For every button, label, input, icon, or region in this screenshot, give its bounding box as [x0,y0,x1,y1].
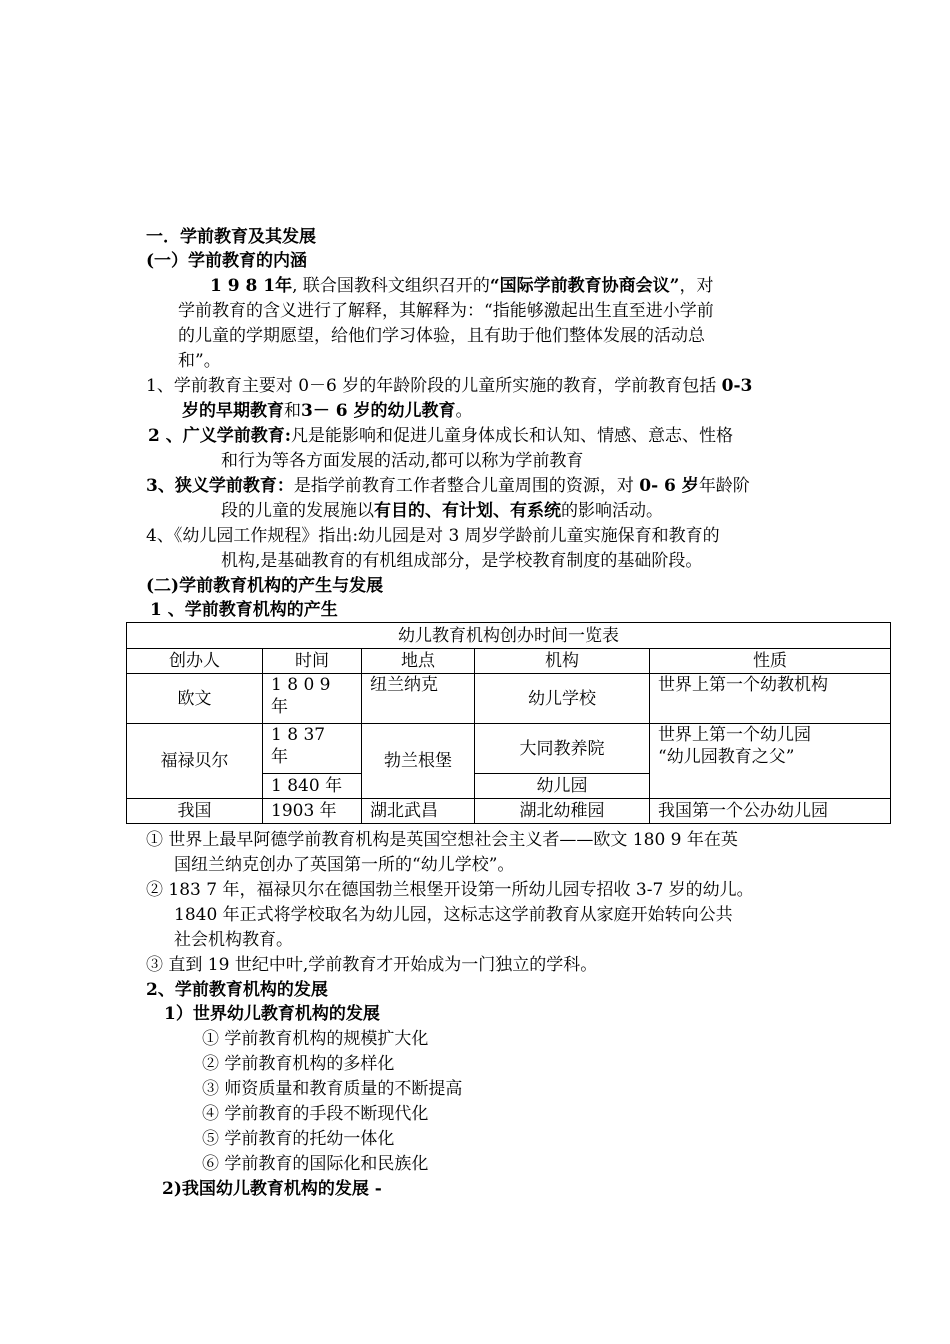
table-header: 时间 [263,649,362,674]
table-row [127,724,891,774]
list-item: ⑤ 学前教育的托幼一体化 [202,1129,395,1149]
cell-org: 湖北幼稚园 [475,799,650,824]
item-3-text-2: 段的儿童的发展施以 [221,501,374,521]
item-2-term: 2 、广义学前教育: [148,426,292,446]
intro-text: , 联合国教科文组织召开的 [292,276,490,296]
table-header: 机构 [475,649,650,674]
note-2-line-2: 1840 年正式将学校取名为幼儿园，这标志这学前教育从家庭开始转向公共 [174,905,733,925]
item-4-line-2: 机构,是基础教育的有机组成部分，是学校教育制度的基础阶段。 [221,551,703,571]
table-caption: 幼儿教育机构创办时间一览表 [127,623,891,649]
subsection-1-title: 1 、学前教育机构的产生 [150,600,338,620]
intro-line-4: 和”。 [178,351,221,371]
cell-nature: 我国第一个公办幼儿园 [650,799,891,824]
note-2-line-3: 社会机构教育。 [174,930,293,950]
list-item: ⑥ 学前教育的国际化和民族化 [202,1154,429,1174]
cell-org: 大同教养院 [475,724,650,774]
item-1-end: 。 [455,401,473,421]
note-1-line-1: ① 世界上最早阿德学前教育机构是英国空想社会主义者——欧文 180 9 年在英 [146,830,738,850]
item-3-line-2 [221,500,663,522]
item-4-line-1: 4、《幼儿园工作规程》指出:幼儿园是对 3 周岁学龄前儿童实施保育和教育的 [146,526,720,546]
heading-1: 一．学前教育及其发展 [146,227,316,247]
item-3-emphasis: 有目的、有计划、有系统 [374,501,561,521]
table-header: 地点 [362,649,475,674]
note-3: ③ 直到 19 世纪中叶,学前教育才开始成为一门独立的学科。 [146,955,598,975]
item-3-line-1 [146,475,750,497]
china-title: 2)我国幼儿教育机构的发展 - [162,1179,382,1199]
cell-nature-line: “幼儿园教育之父” [658,747,795,767]
cell-time [263,674,362,724]
table-header: 创办人 [127,649,263,674]
item-1-early: 岁的早期教育 [182,401,284,421]
item-1-and: 和 [284,401,301,421]
cell-place: 勃兰根堡 [362,724,475,799]
item-2-line-1 [148,425,733,447]
intro-line-3: 的儿童的学期愿望，给他们学习体验，且有助于他们整体发展的活动总 [178,326,705,346]
cell-time [263,724,362,774]
cell-org: 幼儿园 [475,774,650,799]
item-3-term: 3、狭义学前教育： [146,476,294,496]
intro-year: 1 9 8 1年 [210,276,293,296]
list-item: ④ 学前教育的手段不断现代化 [202,1104,429,1124]
table-header: 性质 [650,649,891,674]
item-1-kindergarten: 3－ 6 岁的幼儿教育 [301,401,456,421]
cell-founder: 我国 [127,799,263,824]
item-3-text-3: 的影响活动。 [561,501,663,521]
cell-org: 幼儿学校 [475,674,650,724]
note-2-line-1: ② 183 7 年，福禄贝尔在德国勃兰根堡开设第一所幼儿园专招收 3-7 岁的幼儿。 [146,880,754,900]
list-item: ② 学前教育机构的多样化 [202,1054,395,1074]
table-row [127,799,891,824]
section-2-title: (二)学前教育机构的产生与发展 [146,576,384,596]
cell-time-suffix: 年 [271,697,288,717]
cell-time-suffix: 年 [271,747,288,767]
cell-time: 1903 年 [263,799,362,824]
intro-conference: “国际学前教育协商会议” [489,276,680,296]
cell-place: 湖北武昌 [362,799,475,824]
item-2-text: 凡是能影响和促进儿童身体成长和认知、情感、意志、性格 [291,426,734,446]
item-3-age: 0- 6 岁 [639,476,699,496]
list-item: ③ 师资质量和教育质量的不断提高 [202,1079,463,1099]
item-1-range: 0-3 [721,376,753,396]
table-row [127,674,891,724]
cell-time-year: 1 8 0 9 [271,675,331,695]
item-1-line-1 [146,375,752,397]
cell-nature-line: 世界上第一个幼儿园 [658,725,811,745]
cell-founder: 欧文 [127,674,263,724]
item-3-text: 是指学前教育工作者整合儿童周围的资源，对 [293,476,640,496]
item-1-line-2 [182,400,473,422]
subsection-2-title: 2、学前教育机构的发展 [146,980,328,1000]
item-3-text-end: 年龄阶 [698,476,750,496]
cell-nature: 世界上第一个幼教机构 [650,674,891,724]
list-item: ① 学前教育机构的规模扩大化 [202,1029,429,1049]
cell-nature [650,724,891,799]
intro-text-end: ，对 [679,276,714,296]
item-2-line-2: 和行为等各方面发展的活动,都可以称为学前教育 [221,451,584,471]
item-1-text: 1、学前教育主要对 0－6 岁的年龄阶段的儿童所实施的教育，学前教育包括 [146,376,722,396]
world-title: 1）世界幼儿教育机构的发展 [164,1004,380,1024]
cell-time: 1 840 年 [263,774,362,799]
cell-time-year: 1 8 37 [271,725,326,745]
note-1-line-2: 国纽兰纳克创办了英国第一所的“幼儿学校”。 [174,855,515,875]
cell-founder: 福禄贝尔 [127,724,263,799]
institutions-table [126,622,891,824]
intro-line-2: 学前教育的含义进行了解释，其解释为：“指能够激起出生直至进小学前 [178,301,714,321]
intro-line-1 [210,275,713,297]
cell-place: 纽兰纳克 [362,674,475,724]
section-1-title: (一）学前教育的内涵 [146,251,308,271]
